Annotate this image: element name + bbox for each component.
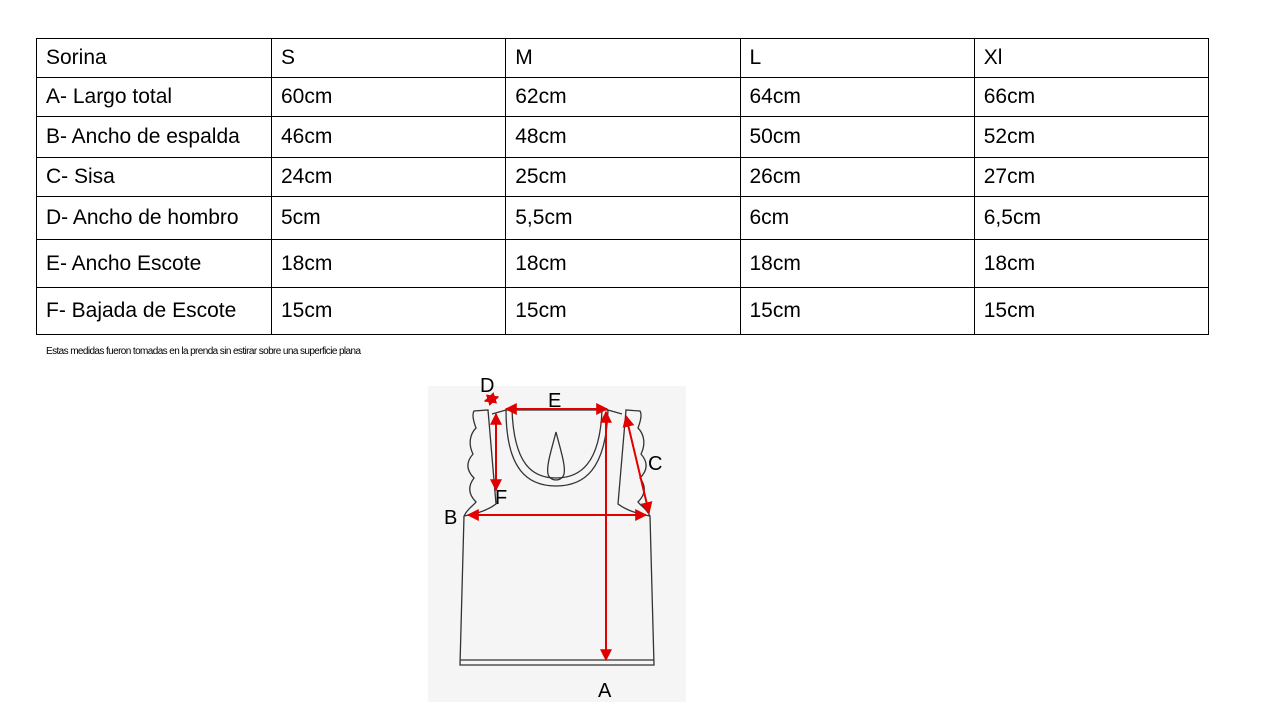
table-cell: 62cm xyxy=(506,78,740,117)
table-cell: A- Largo total xyxy=(37,78,272,117)
table-cell: L xyxy=(740,39,974,78)
table-cell: 18cm xyxy=(506,240,740,288)
table-cell: 66cm xyxy=(974,78,1208,117)
table-cell: M xyxy=(506,39,740,78)
garment-diagram xyxy=(428,370,688,706)
table-cell: 18cm xyxy=(974,240,1208,288)
table-cell: Sorina xyxy=(37,39,272,78)
table-header-row xyxy=(37,39,1209,78)
table-row xyxy=(37,240,1209,288)
table-cell: E- Ancho Escote xyxy=(37,240,272,288)
garment-diagram-svg xyxy=(428,370,688,706)
table-cell: 6cm xyxy=(740,197,974,240)
table-row xyxy=(37,78,1209,117)
table-cell: 50cm xyxy=(740,117,974,158)
table-row xyxy=(37,117,1209,158)
table-cell: 15cm xyxy=(740,288,974,335)
measurement-note: Estas medidas fueron tomadas en la prenda sin estirar sobre una superficie plana xyxy=(46,346,361,357)
table-cell: 18cm xyxy=(740,240,974,288)
table-cell: 18cm xyxy=(272,240,506,288)
table-row xyxy=(37,197,1209,240)
table-cell: B- Ancho de espalda xyxy=(37,117,272,158)
label-e: E xyxy=(548,390,562,412)
table-cell: 60cm xyxy=(272,78,506,117)
table-cell: C- Sisa xyxy=(37,158,272,197)
label-a: A xyxy=(598,680,612,702)
table-cell: 24cm xyxy=(272,158,506,197)
table-cell: 64cm xyxy=(740,78,974,117)
table-cell: 46cm xyxy=(272,117,506,158)
table-cell: 5cm xyxy=(272,197,506,240)
label-c: C xyxy=(648,453,663,475)
table-cell: 15cm xyxy=(506,288,740,335)
table-cell: S xyxy=(272,39,506,78)
table-cell: Xl xyxy=(974,39,1208,78)
table-row xyxy=(37,288,1209,335)
label-f: F xyxy=(495,487,508,509)
table-cell: F- Bajada de Escote xyxy=(37,288,272,335)
label-b: B xyxy=(444,507,458,529)
table-cell: 52cm xyxy=(974,117,1208,158)
size-table xyxy=(36,38,1209,335)
table-row xyxy=(37,158,1209,197)
table-cell: 26cm xyxy=(740,158,974,197)
table-cell: 48cm xyxy=(506,117,740,158)
table-cell: 25cm xyxy=(506,158,740,197)
table-cell: 15cm xyxy=(974,288,1208,335)
table-cell: 15cm xyxy=(272,288,506,335)
table-cell: 27cm xyxy=(974,158,1208,197)
label-d: D xyxy=(480,375,495,397)
table-cell: D- Ancho de hombro xyxy=(37,197,272,240)
table-cell: 5,5cm xyxy=(506,197,740,240)
table-cell: 6,5cm xyxy=(974,197,1208,240)
